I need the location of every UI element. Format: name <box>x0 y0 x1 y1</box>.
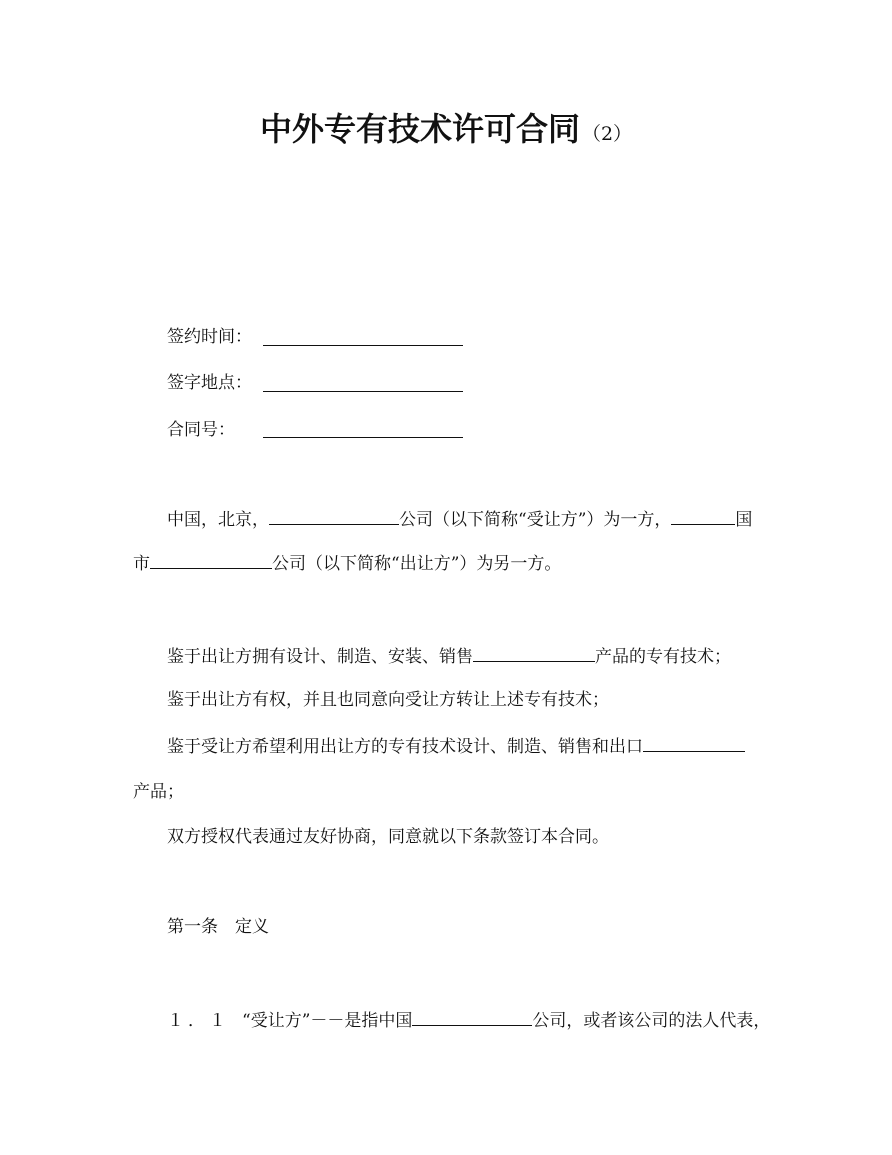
clause-1-1 <box>167 1008 770 1033</box>
parties-text-e: 公司（以下简称“出让方”）为另一方。 <box>272 554 562 574</box>
clause-1-1-number: １．１ <box>167 1011 230 1031</box>
product-blank-2 <box>643 734 745 752</box>
parties-text-a: 中国，北京， <box>167 510 269 530</box>
recital-3-text-a: 鉴于受让方希望利用出让方的专有技术设计、制造、销售和出口 <box>167 737 643 757</box>
recital-2: 鉴于出让方有权，并且也同意向受让方转让上述专有技术； <box>167 690 609 710</box>
contract-no-label: 合同号： <box>167 420 235 440</box>
clause-1-1-text-a: “受让方”－－是指中国 <box>242 1011 413 1031</box>
recital-1-text-b: 产品的专有技术； <box>595 647 731 667</box>
sign-time-blank <box>263 344 463 346</box>
clause-1-1-text-b: 公司，或者该公司的法人代表， <box>532 1011 771 1031</box>
sign-place-blank <box>263 390 463 392</box>
recital-1-text-a: 鉴于出让方拥有设计、制造、安装、销售 <box>167 647 473 667</box>
article-1-heading: 第一条 定义 <box>167 917 269 937</box>
recital-4: 双方授权代表通过友好协商，同意就以下条款签订本合同。 <box>167 827 609 847</box>
recital-1 <box>167 644 731 669</box>
recital-3-continued: 产品； <box>133 782 184 802</box>
recital-3 <box>167 734 745 759</box>
title-main: 中外专有技术许可合同 <box>259 110 580 148</box>
licensee-company-blank <box>412 1008 532 1026</box>
title-suffix: （2） <box>581 123 633 145</box>
document-title <box>0 104 892 150</box>
contract-no-blank <box>263 436 463 438</box>
sign-place-label: 签字地点： <box>167 373 252 393</box>
parties-text-c: 国 <box>735 510 753 530</box>
parties-line-1 <box>167 507 752 532</box>
licensee-name-blank <box>269 507 399 525</box>
parties-line-2 <box>133 551 561 576</box>
parties-text-d: 市 <box>133 554 150 574</box>
country-blank <box>671 507 735 525</box>
licensor-name-blank <box>150 551 272 569</box>
parties-text-b: 公司（以下简称“受让方”）为一方， <box>399 510 672 530</box>
product-blank-1 <box>473 644 595 662</box>
sign-time-label: 签约时间： <box>167 327 252 347</box>
